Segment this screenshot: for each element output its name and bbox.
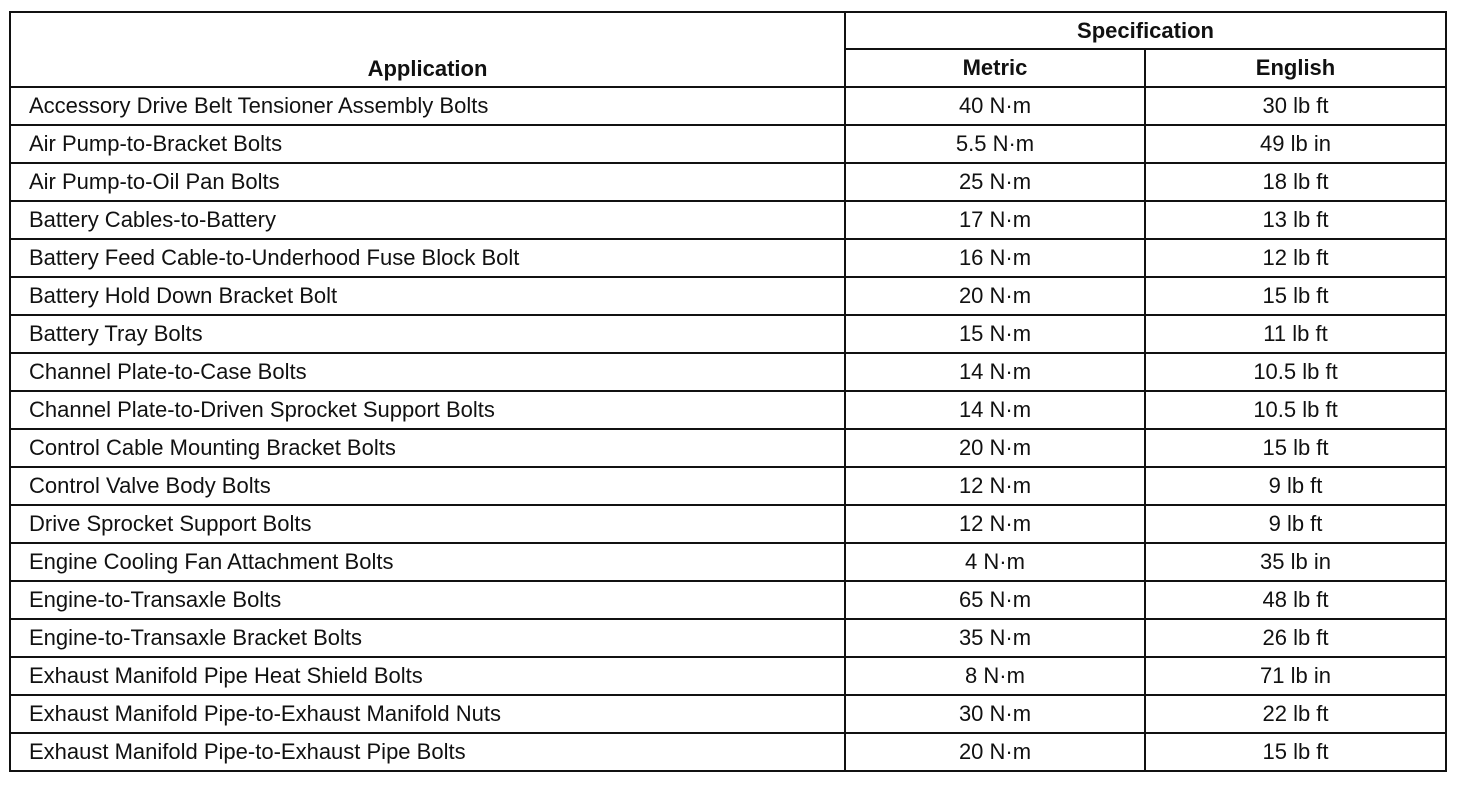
application-column-header: Application: [10, 12, 845, 87]
metric-cell: 25 N·m: [845, 163, 1145, 201]
application-cell: Exhaust Manifold Pipe-to-Exhaust Manifold Nuts: [10, 695, 845, 733]
english-cell: 11 lb ft: [1145, 315, 1446, 353]
table-row: [10, 315, 1446, 353]
metric-cell: 12 N·m: [845, 467, 1145, 505]
application-cell: Control Cable Mounting Bracket Bolts: [10, 429, 845, 467]
english-cell: 12 lb ft: [1145, 239, 1446, 277]
table-row: [10, 163, 1446, 201]
header-row-top: [10, 12, 1446, 49]
table-row: [10, 87, 1446, 125]
application-cell: Exhaust Manifold Pipe-to-Exhaust Pipe Bolts: [10, 733, 845, 771]
application-cell: Engine-to-Transaxle Bracket Bolts: [10, 619, 845, 657]
application-cell: Exhaust Manifold Pipe Heat Shield Bolts: [10, 657, 845, 695]
english-cell: 10.5 lb ft: [1145, 391, 1446, 429]
application-cell: Control Valve Body Bolts: [10, 467, 845, 505]
english-cell: 49 lb in: [1145, 125, 1446, 163]
application-cell: Battery Cables-to-Battery: [10, 201, 845, 239]
english-cell: 48 lb ft: [1145, 581, 1446, 619]
table-row: [10, 581, 1446, 619]
english-cell: 30 lb ft: [1145, 87, 1446, 125]
table-row: [10, 201, 1446, 239]
metric-cell: 12 N·m: [845, 505, 1145, 543]
english-cell: 9 lb ft: [1145, 505, 1446, 543]
application-cell: Air Pump-to-Bracket Bolts: [10, 125, 845, 163]
table-row: [10, 619, 1446, 657]
english-cell: 13 lb ft: [1145, 201, 1446, 239]
table-row: [10, 467, 1446, 505]
table-row: [10, 657, 1446, 695]
application-cell: Battery Tray Bolts: [10, 315, 845, 353]
metric-cell: 20 N·m: [845, 429, 1145, 467]
metric-cell: 14 N·m: [845, 353, 1145, 391]
english-cell: 22 lb ft: [1145, 695, 1446, 733]
english-cell: 10.5 lb ft: [1145, 353, 1446, 391]
specification-group-header: Specification: [845, 12, 1446, 49]
metric-cell: 8 N·m: [845, 657, 1145, 695]
metric-cell: 15 N·m: [845, 315, 1145, 353]
english-column-header: English: [1145, 49, 1446, 87]
metric-cell: 4 N·m: [845, 543, 1145, 581]
application-cell: Battery Feed Cable-to-Underhood Fuse Block Bolt: [10, 239, 845, 277]
english-cell: 15 lb ft: [1145, 277, 1446, 315]
metric-cell: 65 N·m: [845, 581, 1145, 619]
table-header: [10, 12, 1446, 87]
table-row: [10, 733, 1446, 771]
table-row: [10, 391, 1446, 429]
table-body: [10, 87, 1446, 771]
application-cell: Engine-to-Transaxle Bolts: [10, 581, 845, 619]
english-cell: 9 lb ft: [1145, 467, 1446, 505]
torque-spec-table: [9, 11, 1447, 772]
english-cell: 26 lb ft: [1145, 619, 1446, 657]
application-cell: Drive Sprocket Support Bolts: [10, 505, 845, 543]
table-row: [10, 353, 1446, 391]
metric-cell: 20 N·m: [845, 733, 1145, 771]
application-cell: Channel Plate-to-Case Bolts: [10, 353, 845, 391]
application-cell: Air Pump-to-Oil Pan Bolts: [10, 163, 845, 201]
metric-column-header: Metric: [845, 49, 1145, 87]
table-row: [10, 695, 1446, 733]
metric-cell: 5.5 N·m: [845, 125, 1145, 163]
table-row: [10, 125, 1446, 163]
metric-cell: 17 N·m: [845, 201, 1145, 239]
metric-cell: 14 N·m: [845, 391, 1145, 429]
english-cell: 18 lb ft: [1145, 163, 1446, 201]
metric-cell: 35 N·m: [845, 619, 1145, 657]
metric-cell: 40 N·m: [845, 87, 1145, 125]
application-cell: Engine Cooling Fan Attachment Bolts: [10, 543, 845, 581]
table-row: [10, 505, 1446, 543]
english-cell: 15 lb ft: [1145, 733, 1446, 771]
english-cell: 35 lb in: [1145, 543, 1446, 581]
english-cell: 15 lb ft: [1145, 429, 1446, 467]
table-row: [10, 239, 1446, 277]
application-cell: Accessory Drive Belt Tensioner Assembly Bolts: [10, 87, 845, 125]
english-cell: 71 lb in: [1145, 657, 1446, 695]
application-cell: Channel Plate-to-Driven Sprocket Support Bolts: [10, 391, 845, 429]
application-cell: Battery Hold Down Bracket Bolt: [10, 277, 845, 315]
metric-cell: 30 N·m: [845, 695, 1145, 733]
metric-cell: 20 N·m: [845, 277, 1145, 315]
table-row: [10, 429, 1446, 467]
table-row: [10, 543, 1446, 581]
table-row: [10, 277, 1446, 315]
metric-cell: 16 N·m: [845, 239, 1145, 277]
